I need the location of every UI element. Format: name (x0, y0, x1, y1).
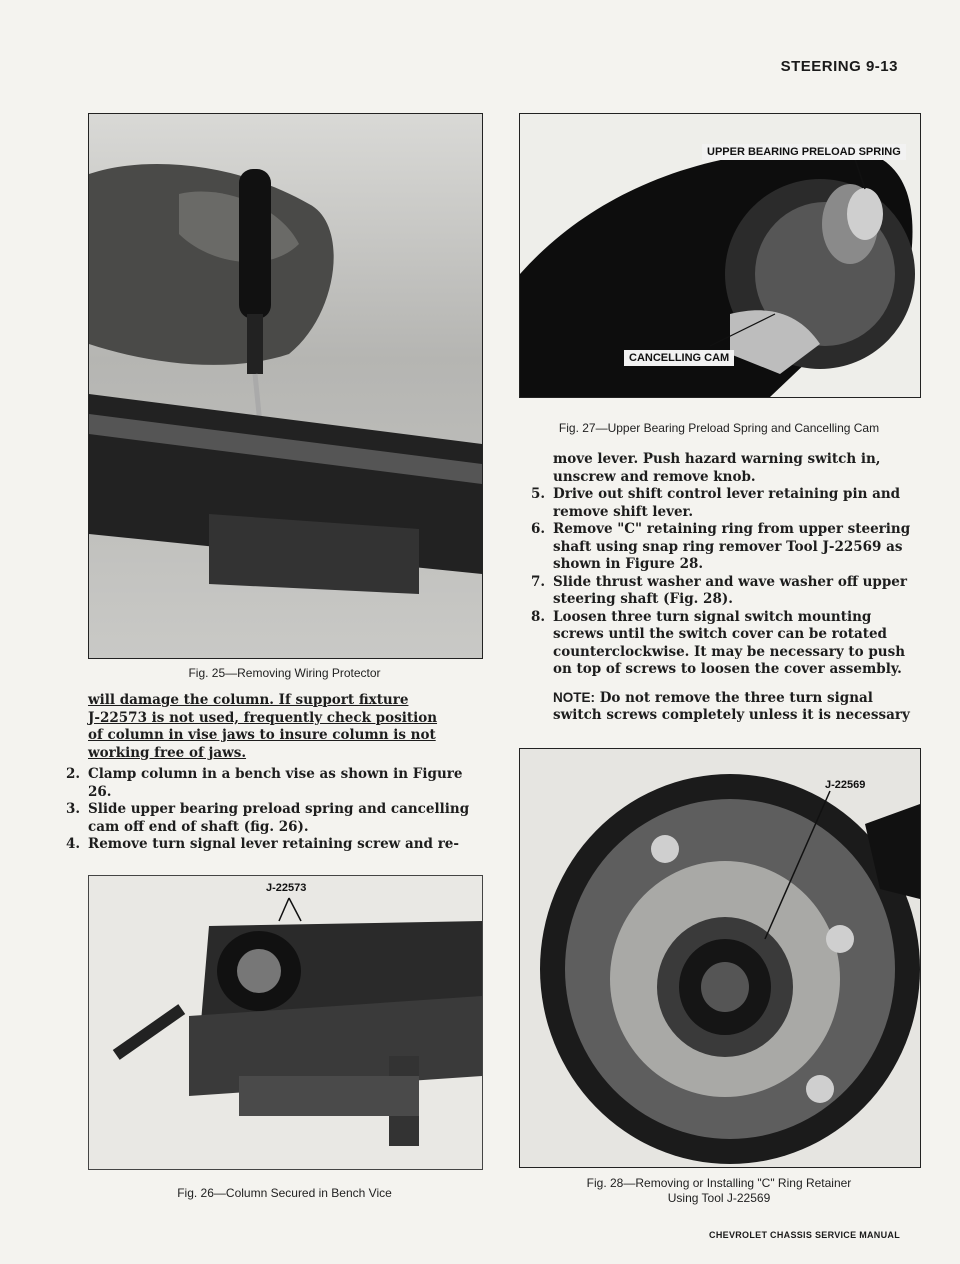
step-number: 3. (66, 801, 81, 817)
left-column-text (66, 692, 488, 854)
list-item (531, 609, 923, 679)
right-step-list (531, 486, 923, 679)
continued-text: move lever. Push hazard warning switch in, unscrew and remove knob. (553, 451, 881, 485)
tool-callout: J-22569 (825, 779, 866, 791)
list-item (66, 836, 488, 854)
step-text: Slide upper bearing preload spring and cancelling cam off end of shaft (fig. 26). (88, 801, 470, 835)
list-item (66, 766, 488, 801)
note-text: Do not remove the three turn signal switch screws completely unless it is necessary (553, 689, 910, 723)
step-number: 4. (66, 836, 81, 852)
step-number: 6. (531, 521, 546, 537)
figure-28-caption-line: Fig. 28—Removing or Installing "C" Ring Retainer (586, 1176, 852, 1190)
figure-26-caption: Fig. 26—Column Secured in Bench Vice (177, 1186, 392, 1200)
figure-26-photo (88, 875, 483, 1170)
step-text: Remove "C" retaining ring from upper steering shaft using snap ring remover Tool J-22569 as shown in Figure 28. (553, 521, 911, 572)
figure-28-caption-line: Using Tool J-22569 (667, 1191, 771, 1205)
left-step-list (66, 766, 488, 854)
list-item (531, 521, 923, 574)
step-text: Remove turn signal lever retaining screw and re- (88, 836, 459, 852)
cam-callout: CANCELLING CAM (624, 350, 734, 366)
note-paragraph (553, 689, 923, 725)
figure-28-photo (519, 748, 921, 1168)
page-header: STEERING 9-13 (780, 58, 898, 75)
step-text: Loosen three turn signal switch mounting screws until the switch cover can be rotated counterclockwise. It may be necessary to push on top of screws to loosen the cover assembly. (553, 608, 906, 677)
figure-27-photo (519, 113, 921, 398)
list-item (531, 574, 923, 609)
step-number: 2. (66, 766, 81, 782)
step-text: Slide thrust washer and wave washer off upper steering shaft (Fig. 28). (553, 573, 908, 607)
figure-27-caption: Fig. 27—Upper Bearing Preload Spring and Cancelling Cam (558, 421, 880, 435)
list-item (66, 801, 488, 836)
continued-text-line: of column in vise jaws to insure column is not (88, 727, 436, 743)
step-text: Clamp column in a bench vise as shown in Figure 26. (88, 766, 463, 800)
continued-text-line: working free of jaws. (88, 744, 247, 761)
figure-25-photo (88, 113, 483, 659)
page-footer: CHEVROLET CHASSIS SERVICE MANUAL (709, 1230, 900, 1240)
figure-25-caption: Fig. 25—Removing Wiring Protector (188, 666, 381, 680)
step-number: 8. (531, 608, 546, 625)
continued-text-line: will damage the column. If support fixture (88, 692, 409, 708)
step-text: Drive out shift control lever retaining pin and remove shift lever. (553, 486, 901, 520)
tool-callout: J-22573 (266, 882, 307, 894)
list-item (531, 486, 923, 521)
note-label: NOTE: (553, 689, 595, 705)
continued-text-line: J-22573 is not used, frequently check position (88, 709, 438, 726)
right-column-text (531, 451, 923, 725)
step-number: 7. (531, 573, 546, 590)
figure-28-caption (519, 1176, 919, 1206)
spring-callout: UPPER BEARING PRELOAD SPRING (702, 144, 906, 160)
step-number: 5. (531, 486, 546, 502)
